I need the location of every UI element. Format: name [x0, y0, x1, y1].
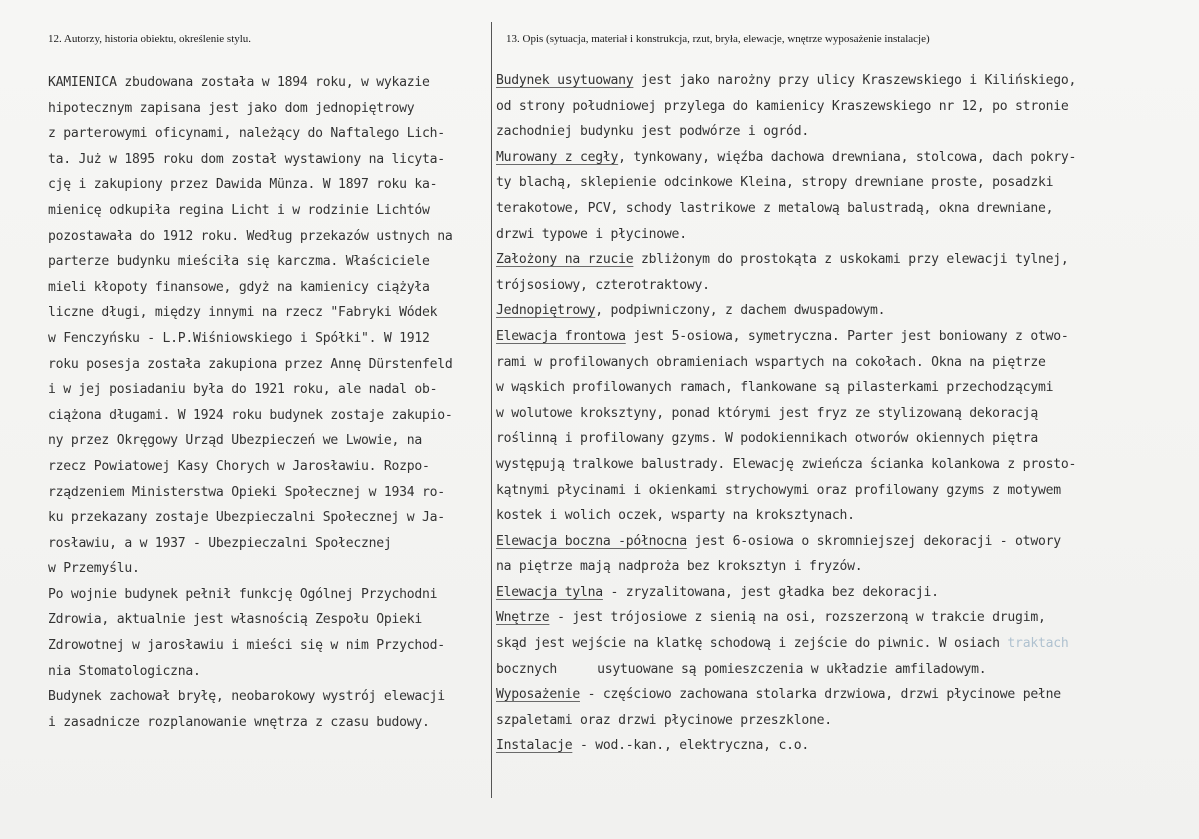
section-13-line — [496, 503, 1156, 529]
line-text: jest 6-osiowa o skromniejszej dekoracji - otwory — [686, 533, 1061, 549]
line-text: , tynkowany, więźba dachowa drewniana, stolcowa, dach pokry- — [618, 149, 1077, 165]
section-12-line: nia Stomatologiczna. — [48, 663, 201, 679]
line-text: - zryzalitowana, jest gładka bez dekoracji. — [602, 584, 939, 600]
section-13-line — [496, 426, 1156, 452]
section-12-line: rzecz Powiatowej Kasy Chorych w Jarosławiu. Rozpo- — [48, 458, 430, 474]
underlined-term: Jednopiętrowy — [496, 303, 596, 319]
line-text: drzwi typowe i płycinowe. — [496, 226, 687, 242]
section-13-line — [496, 222, 1156, 248]
line-text: terakotowe, PCV, schody lastrikowe z metalową balustradą, okna drewniane, — [496, 200, 1054, 216]
section-12-line: KAMIENICA zbudowana została w 1894 roku, w wykazie — [48, 75, 430, 90]
underlined-term: Wyposażenie — [496, 687, 580, 703]
section-13-line — [496, 273, 1156, 299]
section-12-line: parterze budynku mieściła się karczma. Właściciele — [48, 254, 430, 270]
line-text: kątnymi płycinami i okienkami strychowymi oraz profilowany gzyms z motywem — [496, 482, 1061, 498]
underlined-term: Elewacja tylna — [496, 584, 603, 600]
line-text: rami w profilowanych obramieniach wspartych na cokołach. Okna na piętrze — [496, 354, 1046, 370]
section-12-line: rosławiu, a w 1937 - Ubezpieczalni Społecznej — [48, 535, 392, 551]
line-text: w wąskich profilowanych ramach, flankowane są pilasterkami przechodzącymi — [496, 380, 1054, 396]
section-13-line — [496, 733, 1156, 759]
line-text: skąd jest wejście na klatkę schodową i zejście do piwnic. W osiach — [496, 636, 1008, 652]
line-text: - wod.-kan., elektryczna, c.o. — [572, 738, 809, 754]
section-13-line — [496, 298, 1156, 324]
section-13-line — [496, 375, 1156, 401]
section-12-line: Po wojnie budynek pełnił funkcję Ogólnej Przychodni — [48, 586, 438, 602]
line-text: roślinną i profilowany gzyms. W podokiennikach otworów okiennych piętra — [496, 431, 1038, 447]
section-13-line — [496, 478, 1156, 504]
section-13-line — [496, 68, 1156, 94]
line-text: kostek i wolich oczek, wsparty na kroksztynach. — [496, 508, 855, 524]
section-13-body — [496, 68, 1156, 759]
section-12-line: Budynek zachował bryłę, neobarokowy wystrój elewacji — [48, 689, 445, 705]
section-12-line: i w jej posiadaniu była do 1921 roku, ale nadal ob- — [48, 382, 438, 398]
line-text: szpaletami oraz drzwi płycinowe przeszklone. — [496, 712, 832, 728]
section-12-line: ta. Już w 1895 roku dom został wystawiony na licyta- — [48, 151, 445, 167]
line-text: - jest trójosiowe z sienią na osi, rozszerzoną w trakcie drugim, — [549, 610, 1046, 626]
underlined-term: Budynek usytuowany — [496, 73, 634, 88]
underlined-term: Murowany z cegły — [496, 149, 619, 165]
section-13-line — [496, 145, 1156, 171]
line-text: zachodniej budynku jest podwórze i ogród. — [496, 124, 809, 140]
section-12-line: cję i zakupiony przez Dawida Münza. W 1897 roku ka- — [48, 177, 438, 193]
section-12-line: i zasadnicze rozplanowanie wnętrza z czasu budowy. — [48, 714, 430, 730]
section-12-line: roku posesja została zakupiona przez Annę Dürstenfeld — [48, 356, 453, 372]
line-text: trójsosiowy, czterotraktowy. — [496, 277, 710, 293]
line-text: bocznych — [496, 661, 558, 677]
line-text-continued: usytuowane są pomieszczenia w układzie amfiladowym. — [597, 661, 987, 677]
underlined-term: Elewacja boczna -północna — [496, 533, 687, 549]
section-12-line: liczne długi, między innymi na rzecz "Fabryki Wódek — [48, 305, 438, 321]
underlined-term: Wnętrze — [496, 610, 550, 626]
section-13-line — [496, 605, 1156, 631]
underlined-term: Elewacja frontowa — [496, 328, 626, 344]
section-13-line — [496, 196, 1156, 222]
section-13-line — [496, 657, 1156, 683]
section-13-line — [496, 324, 1156, 350]
section-12-line: z parterowymi oficynami, należący do Naftalego Lich- — [48, 126, 445, 142]
line-text: zbliżonym do prostokąta z uskokami przy elewacji tylnej, — [633, 252, 1069, 268]
section-13-line — [496, 94, 1156, 120]
section-12-line: ciążona długami. W 1924 roku budynek zostaje zakupio- — [48, 407, 453, 423]
section-12-body — [48, 70, 488, 735]
section-13-line — [496, 119, 1156, 145]
section-13-line — [496, 452, 1156, 478]
line-text: , podpiwniczony, z dachem dwuspadowym. — [595, 303, 886, 319]
line-text: ty blachą, sklepienie odcinkowe Kleina, stropy drewniane proste, posadzki — [496, 175, 1054, 191]
section-12-header: 12. Autorzy, historia obiektu, określenie stylu. — [48, 33, 252, 45]
section-13-line — [496, 631, 1156, 657]
section-12-line: w Fenczyńsku - L.P.Wiśniowskiego i Spółki". W 1912 — [48, 330, 430, 346]
section-13-line — [496, 580, 1156, 606]
line-text: - częściowo zachowana stolarka drzwiowa, drzwi płycinowe pełne — [579, 687, 1061, 703]
section-13-header: 13. Opis (sytuacja, materiał i konstrukcja, rzut, bryła, elewacje, wnętrze wyposażenie instalacje) — [506, 33, 930, 45]
line-text: na piętrze mają nadproża bez kroksztyn i fryzów. — [496, 559, 863, 575]
line-text: w wolutowe kroksztyny, ponad którymi jest fryz ze stylizowaną dekoracją — [496, 405, 1038, 421]
section-12-line: ku przekazany zostaje Ubezpieczalni Społecznej w Ja- — [48, 510, 445, 526]
underlined-term: Założony na rzucie — [496, 252, 634, 268]
section-13-line — [496, 682, 1156, 708]
section-12-line: mienicę odkupiła regina Licht i w rodzinie Lichtów — [48, 202, 430, 218]
section-12-line: Zdrowia, aktualnie jest własnością Zespołu Opieki — [48, 612, 423, 628]
section-12-line: rządzeniem Ministerstwa Opieki Społecznej w 1934 ro- — [48, 484, 445, 500]
section-12-line: hipotecznym zapisana jest jako dom jednopiętrowy — [48, 100, 415, 116]
underlined-term: Instalacje — [496, 738, 573, 754]
section-12-line: mieli kłopoty finansowe, gdyż na kamienicy ciążyła — [48, 279, 430, 295]
section-13-line — [496, 170, 1156, 196]
section-12-line: pozostawała do 1912 roku. Według przekazów ustnych na — [48, 228, 453, 244]
section-12-line: Zdrowotnej w jarosławiu i mieści się w nim Przychod- — [48, 638, 445, 654]
line-text: jest jako narożny przy ulicy Kraszewskiego i Kilińskiego, — [633, 73, 1077, 88]
section-13-line — [496, 350, 1156, 376]
section-13-line — [496, 554, 1156, 580]
column-divider — [491, 22, 492, 798]
smudged-word: traktach — [1007, 636, 1069, 652]
section-13-line — [496, 529, 1156, 555]
line-text: występują tralkowe balustrady. Elewację zwieńcza ścianka kolankowa z prosto- — [496, 456, 1077, 472]
section-12-line: w Przemyślu. — [48, 561, 140, 577]
line-text: jest 5-osiowa, symetryczna. Parter jest boniowany z otwo- — [625, 328, 1069, 344]
section-12-line: ny przez Okręgowy Urząd Ubezpieczeń we Lwowie, na — [48, 433, 423, 449]
section-13-line — [496, 247, 1156, 273]
section-13-line — [496, 708, 1156, 734]
section-13-line — [496, 401, 1156, 427]
line-text: od strony południowej przylega do kamienicy Kraszewskiego nr 12, po stronie — [496, 98, 1069, 114]
